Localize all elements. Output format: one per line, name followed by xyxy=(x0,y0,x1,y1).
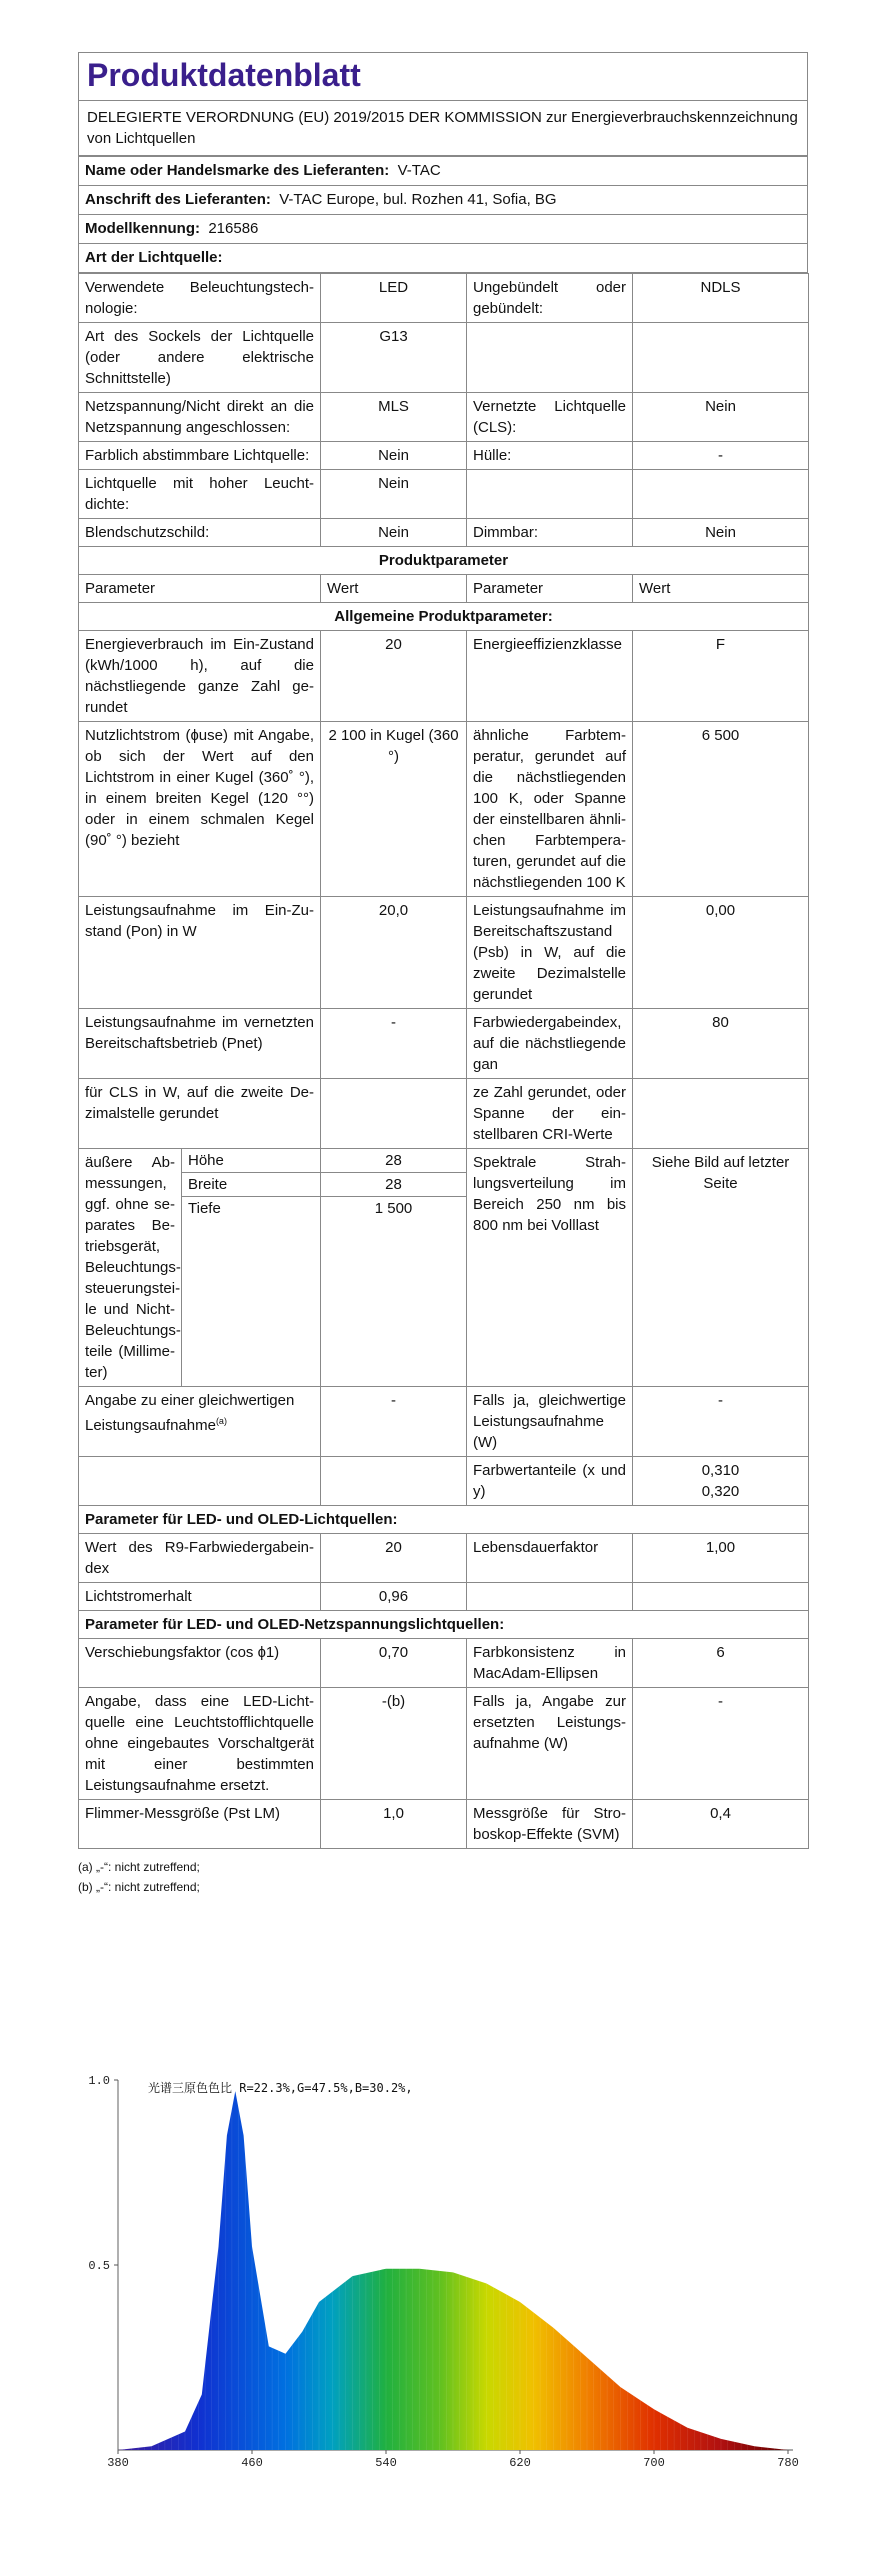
y-tick-label: 0.5 xyxy=(88,2259,110,2273)
type-value-1: Nein xyxy=(321,470,467,519)
type-value-2: Nein xyxy=(633,393,809,442)
general-param-1: Leistungsaufnahme im vernetzten Bereitschaftsbetrieb (Pnet) xyxy=(79,1009,321,1079)
general-value-1: 2 100 in Kugel (360 °) xyxy=(321,722,467,897)
led-row xyxy=(79,1534,809,1583)
type-param-2 xyxy=(467,470,633,519)
spectrum-svg xyxy=(78,2060,808,2490)
mains-value-1: 0,70 xyxy=(321,1639,467,1688)
type-row xyxy=(79,323,809,393)
equiv-sup: (a) xyxy=(215,1416,227,1426)
type-value-1: G13 xyxy=(321,323,467,393)
type-row xyxy=(79,393,809,442)
dim-value-width: 28 xyxy=(321,1173,466,1197)
chroma-empty-2 xyxy=(321,1457,467,1506)
general-param-1: Leistungsaufnahme im Ein-Zustand (Pon) in W xyxy=(79,897,321,1009)
model-value: 216586 xyxy=(208,220,259,237)
general-row xyxy=(79,631,809,722)
general-param-2: ähnliche Farbtemperatur, gerundet auf die nächstliegenden 100 K, oder Spanne der einstellbaren ähnlichen Farbtemperaturen, gerundet auf die nächstliegenden 100 K xyxy=(467,722,633,897)
general-param-2: Energieeffizienzklasse xyxy=(467,631,633,722)
spectrum-chart xyxy=(78,2060,808,2490)
dimensions-label: äußere Abmessungen, ggf. ohne separates Betriebsgerät, Beleuchtungssteuerungsteile und Nicht-Beleuchtungsteile (Millimeter) xyxy=(79,1149,182,1386)
type-param-1: Art des Sockels der Lichtquelle (oder andere elektrische Schnittstelle) xyxy=(79,323,321,393)
mains-value-1: -(b) xyxy=(321,1688,467,1800)
mains-param-1: Angabe, dass eine LED-Lichtquelle eine Leuchtstofflichtquelle ohne eingebautes Vorschaltgerät mit einer bestimmten Leistungsaufnahme ersetzt. xyxy=(79,1688,321,1800)
equiv-value: - xyxy=(321,1387,467,1457)
footnotes xyxy=(78,1857,808,1897)
equiv-param-text: Angabe zu einer gleichwertigen Leistungsaufnahme xyxy=(85,1392,295,1434)
led-param-1: Wert des R9-Farbwiedergabeindex xyxy=(79,1534,321,1583)
general-param-1: Energieverbrauch im Ein-Zustand (kWh/1000 h), auf die nächstliegende ganze Zahl gerundet xyxy=(79,631,321,722)
mains-row xyxy=(79,1800,809,1849)
chroma-values xyxy=(633,1457,809,1506)
chroma-param: Farbwertanteile (x und y) xyxy=(467,1457,633,1506)
mains-param-2: Messgröße für Stroboskop-Effekte (SVM) xyxy=(467,1800,633,1849)
type-param-1: Lichtquelle mit hoher Leuchtdichte: xyxy=(79,470,321,519)
mains-row xyxy=(79,1639,809,1688)
general-value-1: 20,0 xyxy=(321,897,467,1009)
dim-value-height: 28 xyxy=(321,1149,466,1173)
footnote-b: (b) „-“: nicht zutreffend; xyxy=(78,1880,200,1894)
general-value-2: 6 500 xyxy=(633,722,809,897)
page-title: Produktdatenblatt xyxy=(78,52,808,100)
led-value-2: 1,00 xyxy=(633,1534,809,1583)
x-tick-label: 540 xyxy=(375,2456,397,2470)
mains-header: Parameter für LED- und OLED-Netzspannungslichtquellen: xyxy=(79,1611,809,1639)
type-param-2: Vernetzte Lichtquelle (CLS): xyxy=(467,393,633,442)
type-value-2 xyxy=(633,470,809,519)
datasheet xyxy=(78,52,808,1897)
mains-row xyxy=(79,1688,809,1800)
chart-title: 光谱三原色色比 R=22.3%,G=47.5%,B=30.2%, xyxy=(148,2081,413,2095)
general-param-1: für CLS in W, auf die zweite Dezimalstelle gerundet xyxy=(79,1079,321,1149)
col-param-1: Parameter xyxy=(79,575,321,603)
led-value-2 xyxy=(633,1583,809,1611)
led-param-1: Lichtstromerhalt xyxy=(79,1583,321,1611)
address-value: V-TAC Europe, bul. Rozhen 41, Sofia, BG xyxy=(279,191,557,208)
equiv-param xyxy=(79,1387,321,1457)
col-value-1: Wert xyxy=(321,575,467,603)
type-row xyxy=(79,470,809,519)
dimensions-values xyxy=(321,1149,467,1387)
type-param-2 xyxy=(467,323,633,393)
x-tick-label: 780 xyxy=(777,2456,799,2470)
dim-name-width: Breite xyxy=(182,1173,320,1197)
chroma-x: 0,310 xyxy=(701,1462,740,1479)
footnote-a: (a) „-“: nicht zutreffend; xyxy=(78,1860,200,1874)
type-table xyxy=(78,273,809,1849)
x-tick-label: 620 xyxy=(509,2456,531,2470)
general-value-1 xyxy=(321,1079,467,1149)
dim-name-depth: Tiefe xyxy=(188,1200,221,1217)
regulation-text: DELEGIERTE VERORDNUNG (EU) 2019/2015 DER KOMMISSION zur Energieverbrauchskennzeichnung von Lichtquellen xyxy=(78,100,808,156)
col-value-2: Wert xyxy=(633,575,809,603)
general-param-2: Farbwiedergabeindex, auf die nächstliegende gan xyxy=(467,1009,633,1079)
type-value-1: Nein xyxy=(321,519,467,547)
type-param-1: Farblich abstimmbare Lichtquelle: xyxy=(79,442,321,470)
type-param-2: Ungebündelt oder gebündelt: xyxy=(467,274,633,323)
product-params-header: Produktparameter xyxy=(79,547,809,575)
mains-value-2: 6 xyxy=(633,1639,809,1688)
light-type-header: Art der Lichtquelle: xyxy=(79,244,808,273)
type-value-1: LED xyxy=(321,274,467,323)
general-value-2: 80 xyxy=(633,1009,809,1079)
address-label: Anschrift des Lieferanten: xyxy=(85,191,271,208)
dim-value-depth: 1 500 xyxy=(374,1200,413,1217)
general-row xyxy=(79,1009,809,1079)
mains-value-1: 1,0 xyxy=(321,1800,467,1849)
dimensions-names xyxy=(182,1149,321,1386)
mains-value-2: - xyxy=(633,1688,809,1800)
mains-param-2: Falls ja, Angabe zur ersetzten Leistungsaufnahme (W) xyxy=(467,1688,633,1800)
general-param-1: Nutzlichtstrom (ɸuse) mit Angabe, ob sich der Wert auf den Lichtstrom in einer Kugel (360˚ °), in einem breiten Kegel (120 °°) oder in einem schmalen Kegel (90˚ °) bezieht xyxy=(79,722,321,897)
general-row xyxy=(79,722,809,897)
led-header: Parameter für LED- und OLED-Lichtquellen: xyxy=(79,1506,809,1534)
led-param-2: Lebensdauerfaktor xyxy=(467,1534,633,1583)
dimensions-cell xyxy=(79,1149,321,1387)
chroma-y: 0,320 xyxy=(701,1483,740,1500)
type-row xyxy=(79,519,809,547)
type-value-1: Nein xyxy=(321,442,467,470)
general-param-2: ze Zahl gerundet, oder Spanne der einstellbaren CRI-Werte xyxy=(467,1079,633,1149)
mains-param-1: Flimmer-Messgröße (Pst LM) xyxy=(79,1800,321,1849)
type-param-1: Netzspannung/Nicht direkt an die Netzspannung angeschlossen: xyxy=(79,393,321,442)
dim-name-height: Höhe xyxy=(182,1149,320,1173)
general-value-2 xyxy=(633,1079,809,1149)
chroma-empty-1 xyxy=(79,1457,321,1506)
type-value-2: NDLS xyxy=(633,274,809,323)
x-tick-label: 460 xyxy=(241,2456,263,2470)
dimensions-inner xyxy=(79,1149,320,1386)
type-param-2: Dimmbar: xyxy=(467,519,633,547)
equiv-param-2: Falls ja, gleichwertige Leistungsaufnahme (W) xyxy=(467,1387,633,1457)
type-row xyxy=(79,274,809,323)
x-tick-label: 700 xyxy=(643,2456,665,2470)
type-param-1: Blendschutzschild: xyxy=(79,519,321,547)
type-value-2 xyxy=(633,323,809,393)
mains-param-1: Verschiebungsfaktor (cos ɸ1) xyxy=(79,1639,321,1688)
general-header: Allgemeine Produktparameter: xyxy=(79,603,809,631)
led-param-2 xyxy=(467,1583,633,1611)
led-value-1: 0,96 xyxy=(321,1583,467,1611)
supplier-table xyxy=(78,156,808,273)
equiv-value-2: - xyxy=(633,1387,809,1457)
general-value-1: 20 xyxy=(321,631,467,722)
x-tick-label: 380 xyxy=(107,2456,129,2470)
spectral-value: Siehe Bild auf letzter Seite xyxy=(633,1149,809,1387)
mains-value-2: 0,4 xyxy=(633,1800,809,1849)
type-value-2: - xyxy=(633,442,809,470)
spectral-param: Spektrale Strahlungsverteilung im Bereich 250 nm bis 800 nm bei Volllast xyxy=(467,1149,633,1387)
type-value-2: Nein xyxy=(633,519,809,547)
general-value-2: F xyxy=(633,631,809,722)
general-row xyxy=(79,1079,809,1149)
type-row xyxy=(79,442,809,470)
general-value-2: 0,00 xyxy=(633,897,809,1009)
type-value-1: MLS xyxy=(321,393,467,442)
y-tick-label: 1.0 xyxy=(88,2074,110,2088)
general-param-2: Leistungsaufnahme im Bereitschaftszustand (Psb) in W, auf die zweite Dezimalstelle gerundet xyxy=(467,897,633,1009)
led-row xyxy=(79,1583,809,1611)
col-param-2: Parameter xyxy=(467,575,633,603)
general-row xyxy=(79,897,809,1009)
supplier-value: V-TAC xyxy=(397,162,441,179)
type-param-2: Hülle: xyxy=(467,442,633,470)
general-value-1: - xyxy=(321,1009,467,1079)
led-value-1: 20 xyxy=(321,1534,467,1583)
model-label: Modellkennung: xyxy=(85,220,200,237)
supplier-label: Name oder Handelsmarke des Lieferanten: xyxy=(85,162,390,179)
mains-param-2: Farbkonsistenz in MacAdam-Ellipsen xyxy=(467,1639,633,1688)
type-param-1: Verwendete Beleuchtungstechnologie: xyxy=(79,274,321,323)
